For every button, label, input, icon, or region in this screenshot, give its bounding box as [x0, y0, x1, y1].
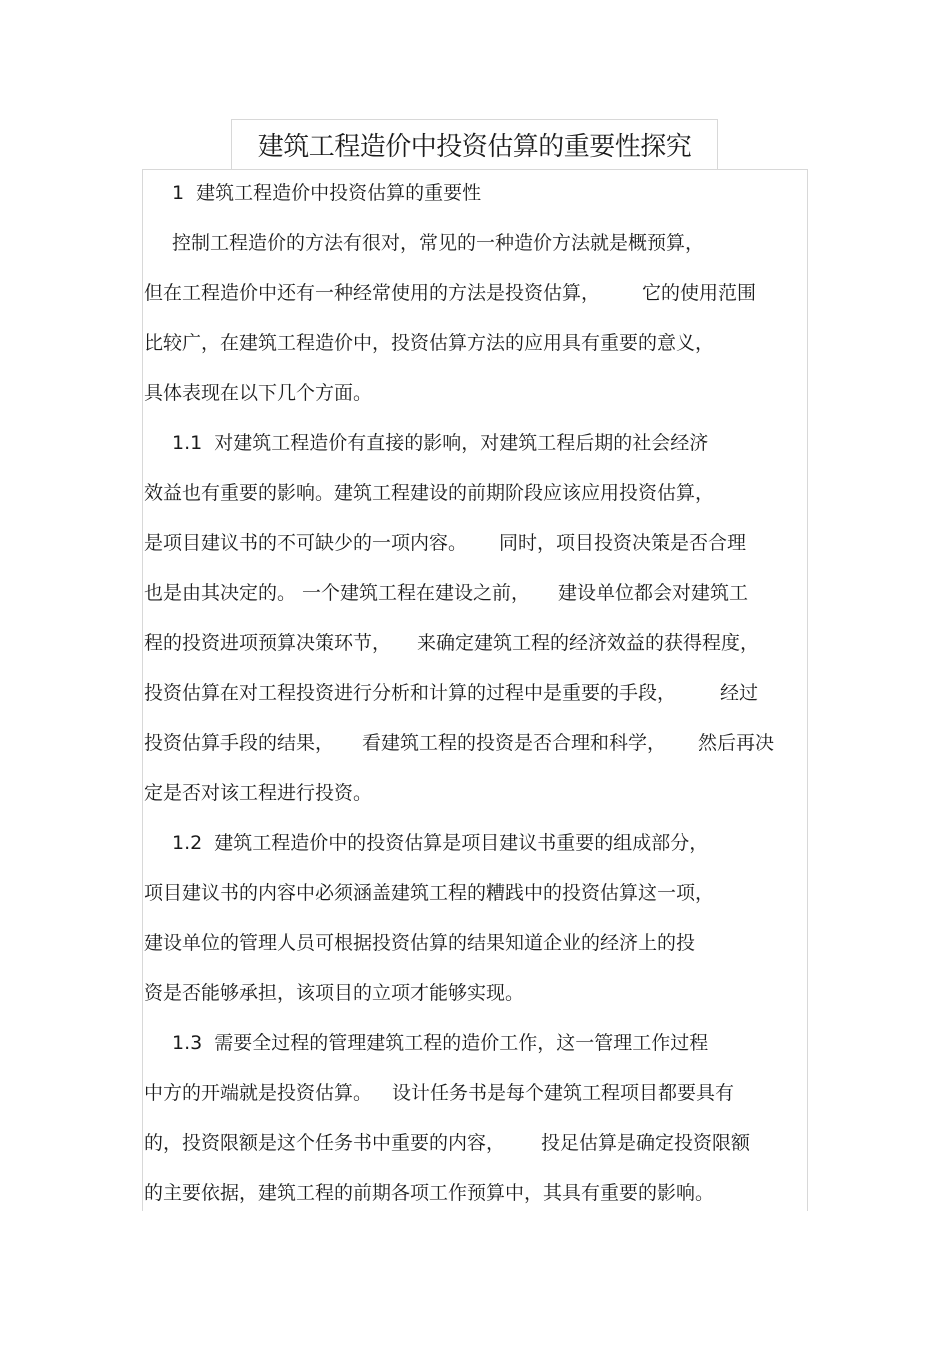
paragraph-line [144, 529, 746, 557]
text-line: 的，投资限额是这个任务书中重要的内容， [144, 1132, 506, 1154]
text-line: 控制工程造价的方法有很对，常见的一种造价方法就是概预算， [172, 232, 705, 254]
paragraph-line [144, 679, 758, 707]
text-line: 它的使用范围 [642, 282, 757, 304]
text-line: 同时，项目投资决策是否合理 [499, 532, 747, 554]
text-line: 的主要依据，建筑工程的前期各项工作预算中，其具有重要的影响。 [144, 1182, 715, 1204]
text-line: 效益也有重要的影响。建筑工程建设的前期阶段应该应用投资估算， [144, 482, 715, 504]
paragraph-line [144, 929, 695, 957]
text-line: 比较广，在建筑工程造价中，投资估算方法的应用具有重要的意义， [144, 332, 715, 354]
paragraph-line [144, 729, 774, 757]
paragraph-line [144, 379, 372, 407]
text-line: 定是否对该工程进行投资。 [144, 782, 373, 804]
text-line: 投足估算是确定投资限额 [541, 1132, 751, 1154]
text-line: 也是由其决定的。 一个建筑工程在建设之前， [144, 582, 531, 604]
text-line: 具体表现在以下几个方面。 [144, 382, 373, 404]
paragraph-line [144, 979, 524, 1007]
paragraph-line [144, 329, 714, 357]
paragraph-line [144, 1129, 750, 1157]
paragraph-line [144, 279, 756, 307]
text-line: 经过 [720, 682, 759, 704]
text-line: 建设单位都会对建筑工 [558, 582, 749, 604]
text-line: 1.1 对建筑工程造价有直接的影响，对建筑工程后期的社会经济 [172, 432, 709, 454]
paragraph-line [144, 879, 714, 907]
text-line: 项目建议书的内容中必须涵盖建筑工程的糟践中的投资估算这一项， [144, 882, 715, 904]
text-line: 1.3 需要全过程的管理建筑工程的造价工作，这一管理工作过程 [172, 1032, 709, 1054]
paragraph-line [172, 229, 704, 257]
section-heading-1-1 [172, 429, 708, 457]
text-line: 但在工程造价中还有一种经常使用的方法是投资估算， [144, 282, 601, 304]
text-line: 资是否能够承担，该项目的立项才能够实现。 [144, 982, 525, 1004]
paragraph-line [144, 579, 748, 607]
paragraph-line [144, 479, 714, 507]
text-line: 看建筑工程的投资是否合理和科学， [362, 732, 667, 754]
text-line: 程的投资进项预算决策环节， [144, 632, 392, 654]
section-heading-1-3 [172, 1029, 708, 1057]
text-line: 投资估算在对工程投资进行分析和计算的过程中是重要的手段， [144, 682, 677, 704]
text-line: 来确定建筑工程的经济效益的获得程度， [417, 632, 760, 654]
paragraph-line [144, 1079, 734, 1107]
text-line: 1.2 建筑工程造价中的投资估算是项目建议书重要的组成部分， [172, 832, 709, 854]
paragraph-line [144, 1179, 714, 1207]
text-line: 建设单位的管理人员可根据投资估算的结果知道企业的经济上的投 [144, 932, 696, 954]
text-line: 设计任务书是每个建筑工程项目都要具有 [392, 1082, 735, 1104]
text-line: 是项目建议书的不可缺少的一项内容。 [144, 532, 468, 554]
paragraph-line [144, 779, 372, 807]
text-line: 投资估算手段的结果， [144, 732, 335, 754]
text-line: 然后再决 [698, 732, 775, 754]
section-heading-1 [172, 179, 481, 207]
text-line: 1 建筑工程造价中投资估算的重要性 [172, 182, 482, 204]
document-title: 建筑工程造价中投资估算的重要性探究 [257, 132, 692, 162]
text-line: 中方的开端就是投资估算。 [144, 1082, 373, 1104]
section-heading-1-2 [172, 829, 708, 857]
paragraph-line [144, 629, 759, 657]
